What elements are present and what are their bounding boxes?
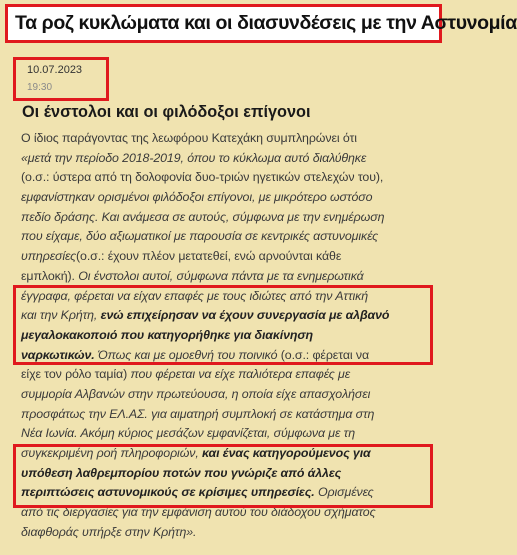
article-line xyxy=(21,405,453,425)
bold-emphasis-text: και ένας κατηγορούμενος για xyxy=(202,446,371,460)
article-text: Νέα Ιωνία. Ακόμη κύριος μεσάζων εμφανίζεται, σύμφωνα με τη xyxy=(21,426,355,441)
article-text: Ορισμένες xyxy=(314,485,374,500)
article-text: Όπως και με ομοεθνή του ποινικό xyxy=(94,347,281,362)
article-text: (ο.σ.: φέρεται να xyxy=(280,347,370,362)
bold-emphasis-text: ναρκωτικών. xyxy=(21,347,95,362)
publish-time: 19:30 xyxy=(27,82,53,93)
article-text: (ο.σ.: ύστερα από τη δολοφονία δυο-τριών ηγετικών στελεχών του), xyxy=(21,170,384,185)
article-line xyxy=(21,306,453,326)
article-line xyxy=(21,208,453,228)
article-text: διαφθοράς υπήρξε στην Κρήτη». xyxy=(21,524,197,539)
article-text: είχε τον ρόλο ταμία) xyxy=(21,367,131,382)
article-text: εμπλοκή). xyxy=(21,268,79,283)
article-text: που φέρεται να είχε παλιότερα επαφές με xyxy=(130,367,351,382)
article-line xyxy=(21,129,453,149)
bold-emphasis-text: μεγαλοκακοποιό που κατηγορήθηκε για διακίνηση xyxy=(21,327,313,342)
article-line xyxy=(21,385,453,405)
article-text: που είχαμε, δύο αξιωματικοί με παρουσία σε κεντρικές αστυνομικές xyxy=(21,229,379,244)
article-line xyxy=(21,483,453,503)
article-text: Ο ίδιος παράγοντας της λεωφόρου Κατεχάκη συμπληρώνει ότι xyxy=(21,131,357,145)
article-line xyxy=(21,464,453,484)
bold-emphasis-text: περιπτώσεις αστυνομικούς σε κρίσιμες υπηρεσίες. xyxy=(21,485,315,500)
article-text: «μετά την περίοδο 2018-2019, όπου το κύκλωμα αυτό διαλύθηκε xyxy=(21,150,367,165)
article-line xyxy=(21,326,453,346)
article-headline: Τα ροζ κυκλώματα και οι διασυνδέσεις με την Αστυνομία xyxy=(15,12,517,34)
article-line xyxy=(21,247,453,267)
article-line xyxy=(21,365,453,385)
article-text: συμμορία Αλβανών στην πρωτεύουσα, η οποία είχε απασχολήσει xyxy=(21,386,371,401)
headline-highlight-box xyxy=(5,4,517,43)
article-line xyxy=(21,168,453,188)
article-line xyxy=(21,523,453,543)
article-line xyxy=(21,227,453,247)
article-line xyxy=(21,503,453,523)
article-text: Οι ένστολοι αυτοί, σύμφωνα πάντα με τα ενημερωτικά xyxy=(78,268,364,283)
article-text: (ο.σ.: έχουν πλέον μετατεθεί, ενώ αρνούνται κάθε xyxy=(76,249,342,264)
article-body xyxy=(21,129,453,542)
article-text: συγκεκριμένη ροή πληροφοριών, xyxy=(21,446,203,460)
article-text: υπηρεσίες xyxy=(21,249,76,264)
article-line xyxy=(21,346,453,366)
article-text: έγγραφα, φέρεται να είχαν επαφές με τους ιδιώτες από την Αττική xyxy=(21,288,369,303)
article-line xyxy=(21,424,453,444)
article-line xyxy=(21,149,453,169)
article-line xyxy=(21,188,453,208)
section-subheading: Οι ένστολοι και οι φιλόδοξοι επίγονοι xyxy=(22,103,311,121)
article-text: προσφάτως την ΕΛ.ΑΣ. για αιματηρή συμπλοκή σε κατάστημα στη xyxy=(21,406,375,421)
article-text: και την Κρήτη, xyxy=(21,308,101,323)
article-text: εμφανίστηκαν ορισμένοι φιλόδοξοι επίγονοι, με μικρότερο ωστόσο xyxy=(21,190,373,205)
article-text: από τις διεργασίες για την εμφάνιση αυτού του διάδοχου σχήματος xyxy=(21,505,376,520)
publish-date: 10.07.2023 xyxy=(27,64,83,76)
bold-emphasis-text: υπόθεση λαθρεμπορίου ποτών που γνώριζε από άλλες xyxy=(21,465,342,480)
article-line xyxy=(21,444,453,464)
article-text: πεδίο δράσης. Και ανάμεσα σε αυτούς, σύμφωνα με την ενημέρωση xyxy=(21,209,385,224)
article-line xyxy=(21,287,453,307)
article-line xyxy=(21,267,453,287)
bold-emphasis-text: ενώ επιχείρησαν να έχουν συνεργασία με αλβανό xyxy=(100,308,390,323)
